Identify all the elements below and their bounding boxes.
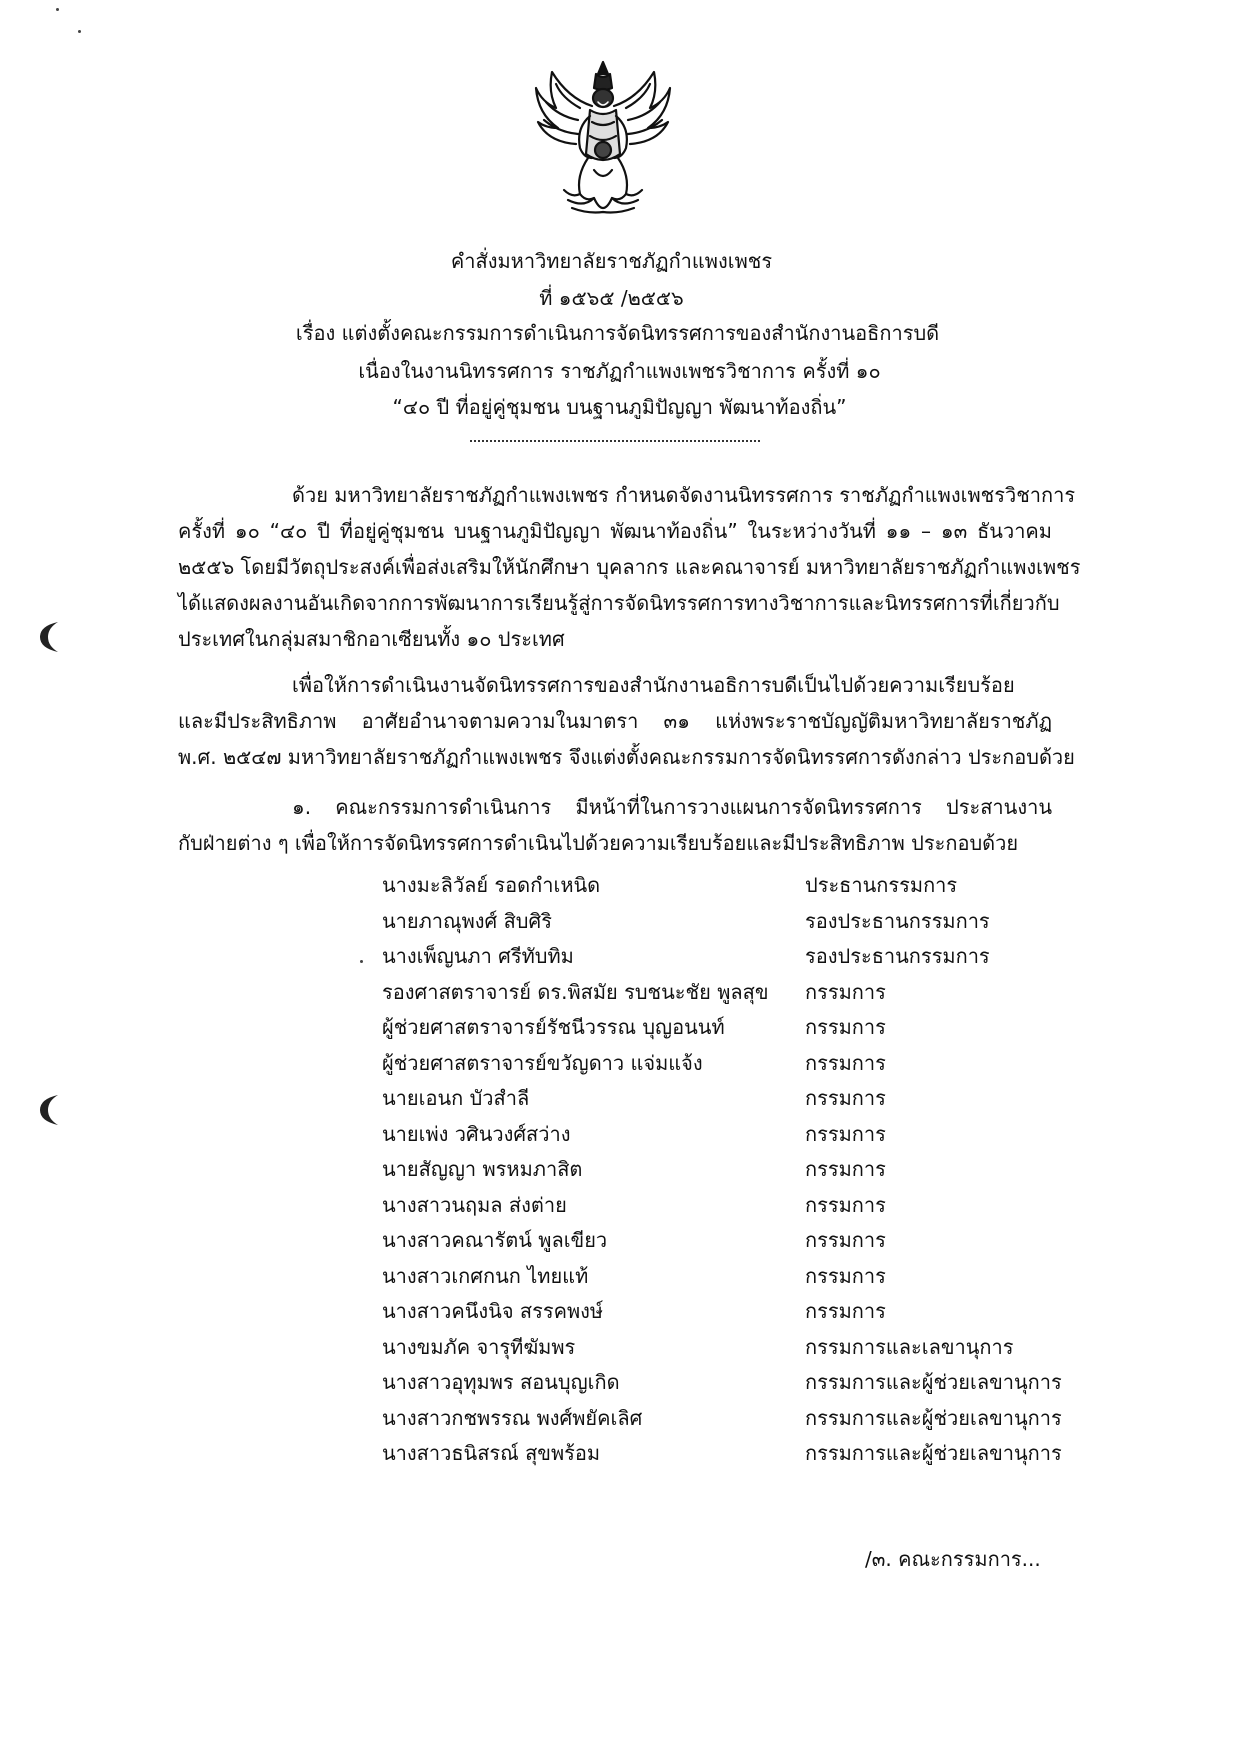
garuda-emblem-icon: [528, 58, 678, 223]
scan-speck: [56, 8, 59, 11]
member-role: กรรมการ: [805, 980, 886, 1004]
subject-line-1: เรื่อง แต่งตั้งคณะกรรมการดำเนินการจัดนิทรรศการของสำนักงานอธิการบดี: [295, 321, 940, 345]
section1-line-1: ๑. คณะกรรมการดำเนินการ มีหน้าที่ในการวางแผนการจัดนิทรรศการ ประสานงาน: [292, 795, 1052, 819]
member-role: กรรมการ: [805, 1157, 886, 1181]
scan-speck: [360, 960, 363, 963]
para2-line-1: เพื่อให้การดำเนินงานจัดนิทรรศการของสำนักงานอธิการบดีเป็นไปด้วยความเรียบร้อย: [292, 673, 1015, 697]
member-name: นางสาวธนิสรณ์ สุขพร้อม: [382, 1441, 601, 1465]
next-page-marker: /๓. คณะกรรมการ...: [865, 1547, 1041, 1571]
member-name: นายสัญญา พรหมภาสิต: [382, 1157, 583, 1181]
dotted-separator: [470, 440, 760, 442]
member-name: นายเอนก บัวสำลี: [382, 1086, 530, 1110]
para1-line-5: ประเทศในกลุ่มสมาชิกอาเซียนทั้ง ๑๐ ประเทศ: [178, 627, 565, 651]
member-role: กรรมการ: [805, 1299, 886, 1323]
member-role: กรรมการและผู้ช่วยเลขานุการ: [805, 1441, 1062, 1465]
member-role: ประธานกรรมการ: [805, 873, 958, 897]
member-role: กรรมการ: [805, 1228, 886, 1252]
member-role: กรรมการ: [805, 1051, 886, 1075]
member-name: นางมะลิวัลย์ รอดกำเหนิด: [382, 873, 601, 897]
member-name: นางสาวคนึงนิจ สรรคพงษ์: [382, 1299, 604, 1323]
para1-line-2: ครั้งที่ ๑๐ “๔๐ ปี ที่อยู่คู่ชุมชน บนฐานภูมิปัญญา พัฒนาท้องถิ่น” ในระหว่างวันที่ ๑๑ – ๑๓ ธันวาคม: [178, 519, 1052, 543]
member-role: กรรมการ: [805, 1122, 886, 1146]
member-role: กรรมการ: [805, 1193, 886, 1217]
subject-line-2: เนื่องในงานนิทรรศการ ราชภัฏกำแพงเพชรวิชาการ ครั้งที่ ๑๐: [358, 359, 881, 383]
member-name: นางสาวอุทุมพร สอนบุญเกิด: [382, 1370, 620, 1394]
member-name: นายภาณุพงศ์ สิบศิริ: [382, 909, 552, 933]
binder-hole-icon: [38, 1093, 64, 1127]
scan-speck: [78, 30, 81, 33]
section1-line-2: กับฝ่ายต่าง ๆ เพื่อให้การจัดนิทรรศการดำเนินไปด้วยความเรียบร้อยและมีประสิทธิภาพ ประกอบด้วย: [178, 831, 1019, 855]
member-name: ผู้ช่วยศาสตราจารย์รัชนีวรรณ บุญอนนท์: [382, 1015, 725, 1039]
member-role: กรรมการ: [805, 1015, 886, 1039]
para1-line-4: ได้แสดงผลงานอันเกิดจากการพัฒนาการเรียนรู้สู่การจัดนิทรรศการทางวิชาการและนิทรรศการที่เกี่ยวกับ: [178, 591, 1060, 615]
subject-line-3: “๔๐ ปี ที่อยู่คู่ชุมชน บนฐานภูมิปัญญา พัฒนาท้องถิ่น”: [392, 395, 847, 419]
member-name: นางเพ็ญนภา ศรีทับทิม: [382, 944, 574, 968]
order-number: ที่ ๑๕๖๕ /๒๕๕๖: [539, 286, 684, 310]
member-name: นายเพ่ง วศินวงศ์สว่าง: [382, 1122, 571, 1146]
member-name: นางสาวเกศกนก ไทยแท้: [382, 1264, 589, 1288]
member-name: นางสาวนฤมล ส่งต่าย: [382, 1193, 567, 1217]
member-name: ผู้ช่วยศาสตราจารย์ขวัญดาว แจ่มแจ้ง: [382, 1051, 703, 1075]
member-role: รองประธานกรรมการ: [805, 909, 990, 933]
member-role: รองประธานกรรมการ: [805, 944, 990, 968]
member-role: กรรมการ: [805, 1264, 886, 1288]
order-title: คำสั่งมหาวิทยาลัยราชภัฏกำแพงเพชร: [450, 249, 773, 273]
binder-hole-icon: [38, 620, 64, 654]
para2-line-2: และมีประสิทธิภาพ อาศัยอำนาจตามความในมาตรา ๓๑ แห่งพระราชบัญญัติมหาวิทยาลัยราชภัฏ: [178, 709, 1052, 733]
member-role: กรรมการ: [805, 1086, 886, 1110]
member-role: กรรมการและผู้ช่วยเลขานุการ: [805, 1406, 1062, 1430]
para1-line-3: ๒๕๕๖ โดยมีวัตถุประสงค์เพื่อส่งเสริมให้นักศึกษา บุคลากร และคณาจารย์ มหาวิทยาลัยราชภัฏกำแพงเพชร: [178, 555, 1081, 579]
member-name: นางขมภัค จารุทีฆัมพร: [382, 1335, 576, 1359]
member-role: กรรมการและผู้ช่วยเลขานุการ: [805, 1370, 1062, 1394]
member-role: กรรมการและเลขานุการ: [805, 1335, 1014, 1359]
member-name: นางสาวกชพรรณ พงศ์พยัคเลิศ: [382, 1406, 643, 1430]
para2-line-3: พ.ศ. ๒๕๔๗ มหาวิทยาลัยราชภัฏกำแพงเพชร จึงแต่งตั้งคณะกรรมการจัดนิทรรศการดังกล่าว ประกอบด้วย: [178, 745, 1075, 769]
member-name: นางสาวคณารัตน์ พูลเขียว: [382, 1228, 608, 1252]
para1-line-1: ด้วย มหาวิทยาลัยราชภัฏกำแพงเพชร กำหนดจัดงานนิทรรศการ ราชภัฏกำแพงเพชรวิชาการ: [292, 483, 1076, 507]
member-name: รองศาสตราจารย์ ดร.พิสมัย รบชนะชัย พูลสุข: [382, 980, 769, 1004]
